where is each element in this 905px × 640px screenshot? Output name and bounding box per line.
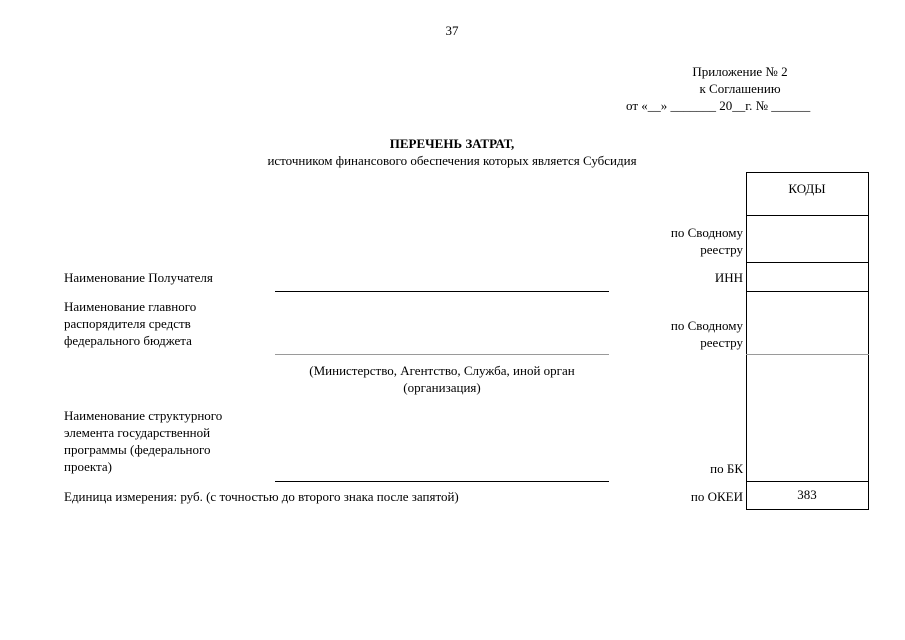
distributor-label-line1: Наименование главного xyxy=(64,299,197,314)
org-hint-line2: (организация) xyxy=(403,380,481,395)
registry-label-1-line1: по Сводному xyxy=(670,225,743,240)
okei-label: по ОКЕИ xyxy=(690,489,743,504)
registry-label-1-line2: реестру xyxy=(700,242,743,257)
appendix-date-number: от «__» _______ 20__г. № ______ xyxy=(626,98,811,113)
codes-divider-2 xyxy=(746,262,869,263)
structural-field-line xyxy=(275,481,609,482)
appendix-agreement: к Соглашению xyxy=(699,81,781,96)
appendix-title: Приложение № 2 xyxy=(692,64,788,79)
structural-label-line3: программы (федерального xyxy=(64,442,211,457)
registry-label-2-line1: по Сводному xyxy=(670,318,743,333)
inn-label: ИНН xyxy=(714,270,743,285)
distributor-label-line3: федерального бюджета xyxy=(64,333,192,348)
document-subtitle: источником финансового обеспечения которых является Субсидия xyxy=(267,153,637,168)
page-number: 37 xyxy=(445,23,459,38)
structural-label-line1: Наименование структурного xyxy=(64,408,223,423)
codes-top-border xyxy=(746,172,869,173)
codes-table xyxy=(746,172,868,510)
registry-label-2-line2: реестру xyxy=(700,335,743,350)
codes-bottom-border xyxy=(746,509,869,510)
structural-label-line2: элемента государственной xyxy=(64,425,211,440)
org-hint-line1: (Министерство, Агентство, Служба, иной орган xyxy=(309,363,575,378)
codes-header: КОДЫ xyxy=(788,181,826,196)
structural-label-line4: проекта) xyxy=(64,459,112,474)
recipient-field-line xyxy=(275,291,609,292)
document-title: ПЕРЕЧЕНЬ ЗАТРАТ, xyxy=(389,136,515,151)
codes-left-border xyxy=(746,172,747,510)
codes-divider-4 xyxy=(746,354,869,355)
distributor-label-line2: распорядителя средств xyxy=(64,316,191,331)
unit-label: Единица измерения: руб. (с точностью до второго знака после запятой) xyxy=(64,489,459,504)
codes-divider-5 xyxy=(746,481,869,482)
bk-label: по БК xyxy=(710,461,743,476)
codes-divider-1 xyxy=(746,215,869,216)
codes-right-border xyxy=(868,172,869,510)
recipient-label: Наименование Получателя xyxy=(64,270,213,285)
codes-divider-3 xyxy=(746,291,869,292)
okei-code-value: 383 xyxy=(797,487,817,502)
distributor-field-line xyxy=(275,354,609,355)
